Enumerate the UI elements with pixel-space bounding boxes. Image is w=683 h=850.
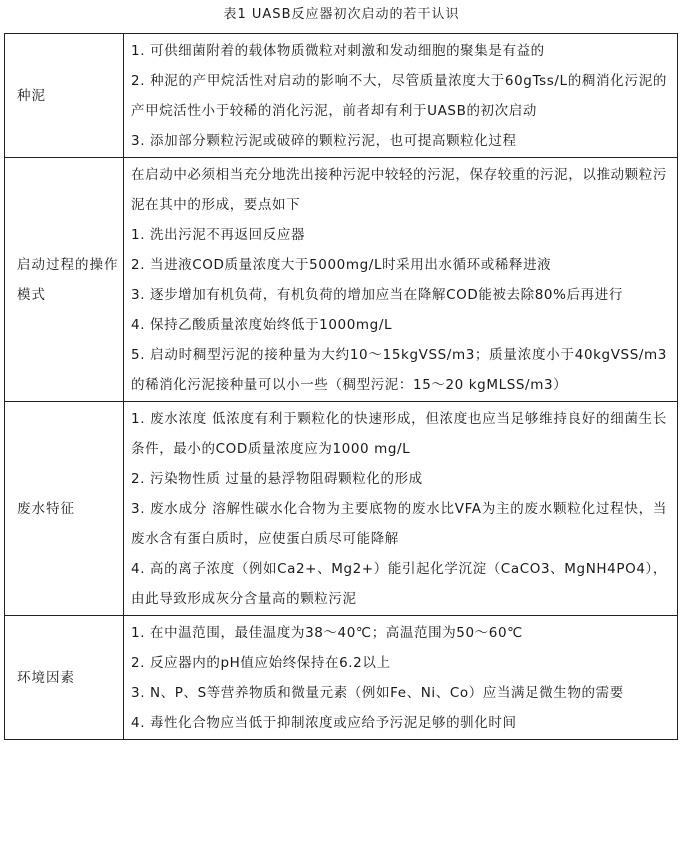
- uasb-startup-table: [4, 33, 678, 740]
- content-line: 3. 添加部分颗粒污泥或破碎的颗粒污泥，也可提高颗粒化过程: [131, 133, 517, 149]
- content-line: 3. 废水成分 溶解性碳水化合物为主要底物的废水比VFA为主的废水颗粒化过程快，当废水含有蛋白质时，应使蛋白质尽可能降解: [131, 501, 667, 547]
- row-content-seed-sludge: [124, 34, 678, 158]
- content-line: 在启动中必须相当充分地洗出接种污泥中较轻的污泥，保存较重的污泥，以推动颗粒污泥在其中的形成，要点如下: [131, 167, 667, 213]
- content-line: 2. 污染物性质 过量的悬浮物阻碍颗粒化的形成: [131, 471, 423, 487]
- content-line: 2. 种泥的产甲烷活性对启动的影响不大，尽管质量浓度大于60gTss/L的稠消化污泥的产甲烷活性小于较稀的消化污泥，前者却有利于UASB的初次启动: [131, 73, 667, 119]
- content-line: 1. 在中温范围，最佳温度为38～40℃；高温范围为50～60℃: [131, 625, 523, 641]
- table-row-startup-operation: [5, 158, 678, 402]
- content-line: 4. 高的离子浓度（例如Ca2+、Mg2+）能引起化学沉淀（CaCO3、MgNH4PO4），由此导致形成灰分含量高的颗粒污泥: [131, 561, 667, 607]
- content-line: 2. 反应器内的pH值应始终保持在6.2以上: [131, 655, 391, 671]
- row-label-startup-operation: 启动过程的操作模式: [5, 158, 124, 402]
- content-line: 4. 保持乙酸质量浓度始终低于1000mg/L: [131, 317, 393, 333]
- content-line: 1. 可供细菌附着的载体物质微粒对刺激和发动细胞的聚集是有益的: [131, 43, 545, 59]
- content-line: 1. 废水浓度 低浓度有利于颗粒化的快速形成，但浓度也应当足够维持良好的细菌生长条件，最小的COD质量浓度应为1000 mg/L: [131, 411, 667, 457]
- table-row-wastewater: [5, 402, 678, 616]
- row-content-environment: [124, 616, 678, 740]
- content-line: 3. 逐步增加有机负荷，有机负荷的增加应当在降解COD能被去除80%后再进行: [131, 287, 623, 303]
- row-content-wastewater: [124, 402, 678, 616]
- table-row-seed-sludge: [5, 34, 678, 158]
- content-line: 2. 当进液COD质量浓度大于5000mg/L时采用出水循环或稀释进液: [131, 257, 552, 273]
- row-label-wastewater: 废水特征: [5, 402, 124, 616]
- content-line: 5. 启动时稠型污泥的接种量为大约10～15kgVSS/m3；质量浓度小于40kgVSS/m3的稀消化污泥接种量可以小一些（稠型污泥：15～20 kgMLSS/m3）: [131, 347, 667, 393]
- content-line: 3. N、P、S等营养物质和微量元素（例如Fe、Ni、Co）应当满足微生物的需要: [131, 685, 624, 701]
- table-caption: 表1 UASB反应器初次启动的若干认识: [223, 7, 460, 22]
- row-label-seed-sludge: 种泥: [5, 34, 124, 158]
- table-row-environment: [5, 616, 678, 740]
- content-line: 4. 毒性化合物应当低于抑制浓度或应给予污泥足够的驯化时间: [131, 715, 517, 731]
- row-label-environment: 环境因素: [5, 616, 124, 740]
- row-content-startup-operation: [124, 158, 678, 402]
- content-line: 1. 洗出污泥不再返回反应器: [131, 227, 306, 243]
